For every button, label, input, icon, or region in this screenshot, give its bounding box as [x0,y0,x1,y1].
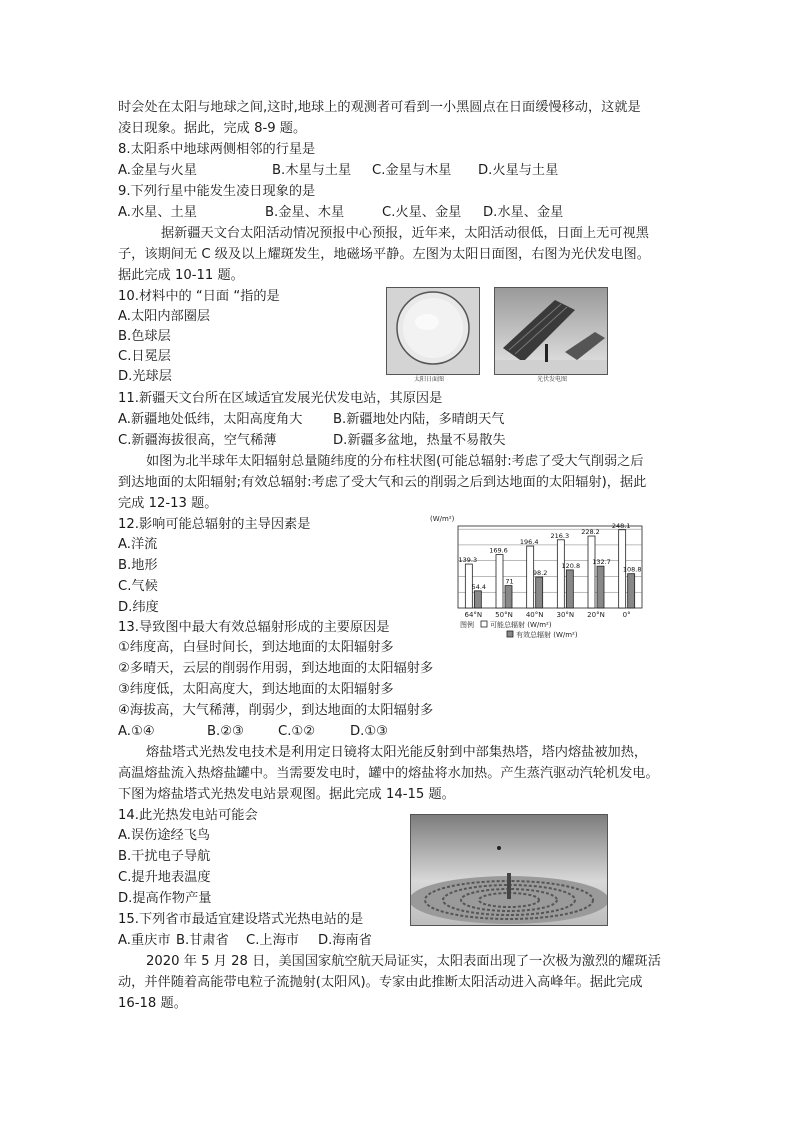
q14-option-d: D.提高作物产量 [118,891,212,906]
x-tick-label: 50°N [495,611,513,619]
data-label-possible: 216.3 [550,531,570,540]
q14-option-c: C.提升地表温度 [118,870,211,885]
intro-line-2: 凌日现象。据此，完成 8-9 题。 [118,121,307,136]
bar-effective [505,586,512,608]
legend-prefix: 图例 [460,621,474,629]
bar-possible [496,555,503,608]
q10-option-b: B.色球层 [118,329,171,344]
passage2-line-2: 子，该期间无 C 级及以上耀斑发生，地磁场平静。左图为太阳日面图，右图为光伏发电图。 [118,247,650,262]
x-tick-label: 20°N [587,611,605,619]
q13-stem: 13.导致图中最大有效总辐射形成的主要原因是 [118,620,390,635]
solar-tower-photo [410,814,608,926]
passage2-line-1: 据新疆天文台太阳活动情况预报中心预报，近年来，太阳活动很低，日面上无可视黑 [161,226,649,241]
x-tick-label: 40°N [525,611,544,619]
q12-option-d: D.纬度 [118,600,159,615]
bar-effective [536,577,543,608]
data-label-possible: 169.6 [489,546,508,555]
x-tick-label: 0° [622,611,631,619]
bar-possible [557,540,564,608]
bar-effective [597,566,604,608]
intro-line-1: 时会处在太阳与地球之间,这时,地球上的观测者可看到一小黑圆点在日面缓慢移动，这就是 [118,100,641,115]
q11-option-c: C.新疆海拔很高，空气稀薄 [118,433,277,448]
q13-option-d: D.①③ [350,724,388,739]
pv-panel-caption: 光伏发电图 [537,376,568,383]
q12-stem: 12.影响可能总辐射的主导因素是 [118,517,311,532]
legend-swatch-effective [507,631,513,637]
data-label-effective: 54.4 [471,582,487,591]
bar-effective [566,570,573,608]
chart-unit-label: (W/m²) [430,515,455,523]
sun-disk-caption: 太阳日面图 [414,376,445,383]
passage4-line-3: 下图为熔盐塔式光热发电站景观图。据此完成 14-15 题。 [118,787,455,802]
q10-option-a: A.太阳内部圈层 [118,309,211,324]
legend-label-possible: 可能总辐射 (W/m²) [490,621,552,629]
data-label-possible: 248.1 [611,521,631,530]
data-label-effective: 120.8 [561,561,581,570]
q12-option-c: C.气候 [118,579,158,594]
passage4-line-1: 熔盐塔式光热发电技术是利用定日镜将太阳光能反射到中部集热塔，塔内熔盐被加热， [146,745,648,760]
q13-item-2: ②多晴天，云层的削弱作用弱，到达地面的太阳辐射多 [118,661,434,676]
q15-stem: 15.下列省市最适宜建设塔式光热电站的是 [118,912,364,927]
data-label-effective: 132.7 [592,558,611,567]
q12-option-a: A.洋流 [118,537,158,552]
data-label-possible: 196.4 [519,538,539,547]
q9-option-a: A.水星、土星 [118,205,197,220]
q15-option-b: B.甘肃省 [176,933,229,948]
q12-option-b: B.地形 [118,558,158,573]
passage4-line-2: 高温熔盐流入热熔盐罐中。当需要发电时，罐中的熔盐将水加热。产生蒸汽驱动汽轮机发电。 [118,766,659,781]
q13-item-1: ①纬度高，白昼时间长，到达地面的太阳辐射多 [118,640,394,655]
passage5-line-3: 16-18 题。 [118,996,187,1011]
q15-option-d: D.海南省 [318,933,372,948]
q8-stem: 8.太阳系中地球两侧相邻的行星是 [118,142,316,157]
q15-option-c: C.上海市 [246,933,299,948]
q11-option-a: A.新疆地处低纬，太阳高度角大 [118,412,303,427]
q8-option-b: B.木星与土星 [272,163,352,178]
q10-option-c: C.日冕层 [118,349,171,364]
q13-option-a: A.①④ [118,724,155,739]
q9-option-c: C.火星、金星 [382,205,462,220]
chart-legend [460,620,578,639]
q14-option-b: B.干扰电子导航 [118,849,211,864]
q13-item-4: ④海拔高，大气稀薄，削弱少，到达地面的太阳辐射多 [118,703,434,718]
q13-option-c: C.①② [278,724,316,739]
legend-label-effective: 有效总辐射 (W/m²) [516,631,578,639]
data-label-possible: 139.3 [458,556,478,565]
q8-option-d: D.火星与土星 [478,163,559,178]
q11-stem: 11.新疆天文台所在区域适宜发展光伏发电站，其原因是 [118,391,443,406]
x-tick-label: 64°N [464,611,483,619]
q15-option-a: A.重庆市 [118,933,171,948]
passage3-line-1: 如图为北半球年太阳辐射总量随纬度的分布柱状图(可能总辐射:考虑了受大气削弱之后 [146,454,644,469]
q14-stem: 14.此光热发电站可能会 [118,808,258,823]
q10-stem: 10.材料中的 “日面 “指的是 [118,289,280,304]
q8-option-c: C.金星与木星 [372,163,452,178]
q9-stem: 9.下列行星中能发生凌日现象的是 [118,184,316,199]
q9-option-d: D.水星、金星 [483,205,564,220]
sun-disk-photo [386,287,480,375]
x-tick-label: 30°N [556,611,575,619]
bar-effective [474,591,481,608]
bar-possible [588,536,595,608]
q9-option-b: B.金星、木星 [265,205,345,220]
q11-option-b: B.新疆地处内陆，多晴朗天气 [333,412,505,427]
passage5-line-2: 动，并伴随着高能带电粒子流抛射(太阳风)。专家由此推断太阳活动进入高峰年。据此完成 [118,975,643,990]
data-label-effective: 71 [505,577,514,586]
radiation-bar-chart [428,512,650,642]
passage3-line-2: 到达地面的太阳辐射;有效总辐射:考虑了受大气和云的削弱之后到达地面的太阳辐射)，据此 [118,475,647,490]
q13-item-3: ③纬度低，太阳高度大，到达地面的太阳辐射多 [118,682,394,697]
data-label-possible: 228.2 [581,528,600,537]
bar-effective [628,574,635,608]
data-label-effective: 108.8 [622,565,642,574]
data-label-effective: 98.2 [532,569,548,578]
legend-swatch-possible [481,621,487,627]
q11-option-d: D.新疆多盆地，热量不易散失 [333,433,506,448]
q8-option-a: A.金星与火星 [118,163,197,178]
passage5-line-1: 2020 年 5 月 28 日，美国国家航空航天局证实，太阳表面出现了一次极为激烈的耀斑活 [146,954,661,969]
q10-option-d: D.光球层 [118,369,172,384]
q14-option-a: A.误伤途经飞鸟 [118,828,211,843]
pv-panel-photo [494,287,608,375]
passage3-line-3: 完成 12-13 题。 [118,496,218,511]
q13-option-b: B.②③ [207,724,244,739]
passage2-line-3: 据此完成 10-11 题。 [118,268,244,283]
